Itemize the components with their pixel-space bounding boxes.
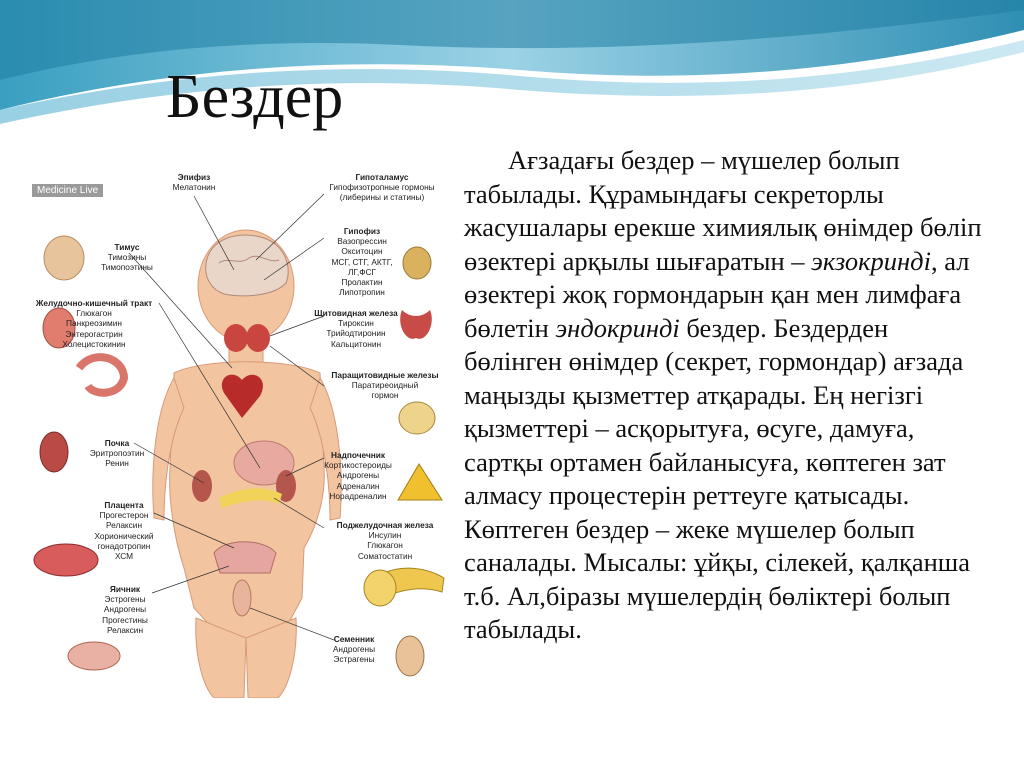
term-exocrine: экзокринді bbox=[811, 245, 931, 276]
watermark: Medicine Live bbox=[32, 184, 103, 197]
label-adrenal: Надпочечник Кортикостероиды Андрогены Адреналин Норадреналин bbox=[324, 450, 392, 501]
testis-icon bbox=[396, 636, 424, 676]
label-parathyroid: Паращитовидные железы Паратиреоидный гормон bbox=[331, 370, 439, 401]
text-part-1: Ағзадағы бездер – мүшелер болып табылады. Құрамындағы секреторлы жасушалары ерекше химиялық өнімдер бөліп өзектері арқылы шығаратын – bbox=[464, 145, 982, 276]
ovary-icon bbox=[68, 642, 120, 670]
label-pituitary: Гипофиз Вазопрессин Окситоцин МСГ, СТГ, АКТГ, ЛГ,ФСГ Пролактин Липотропин bbox=[331, 226, 393, 298]
label-epiphysis: Эпифиз Мелатонин bbox=[172, 172, 216, 193]
parathyroid-icon bbox=[399, 402, 435, 434]
text-part-2: , ал өзектері жоқ гормондарын қан мен лимфаға бөлетін bbox=[464, 245, 970, 343]
header-wave-decoration bbox=[0, 0, 1024, 130]
kidney-side-icon bbox=[40, 432, 68, 472]
label-thyroid: Щитовидная железа Тироксин Трийодтиронин Кальцитонин bbox=[314, 308, 398, 349]
intestine-icon bbox=[79, 357, 124, 393]
pituitary-icon bbox=[403, 247, 431, 279]
label-testis: Семенник Андрогены Эстрагены bbox=[332, 634, 376, 665]
label-kidney: Почка Эритропоэтин Ренин bbox=[89, 438, 145, 469]
endocrine-glands-figure bbox=[24, 168, 452, 698]
kidney-left-icon bbox=[192, 470, 212, 502]
label-ovary: Яичник Эстрогены Андрогены Прогестины Релаксин bbox=[102, 584, 148, 635]
brain-icon bbox=[206, 235, 288, 296]
body-text bbox=[464, 144, 984, 647]
text-part-3: бездер. Бездерден бөлінген өнімдер (секрет, гормондар) ағзада маңызды қызметтер атқарады. Ең негізгі қызметтері – асқорытуға, өсуге, дамуға, сартқы ортамен байланысуға, көптеген зат алмасу процестерін реттеуге қатысады. Көптеген бездер – жеке мүшелер болып саналады. Мысалы: ұйқы, сілекей, қалқанша т.б. Ал,біразы мүшелердің бөліктері болып табылады. bbox=[464, 312, 970, 644]
label-placenta: Плацента Прогестерон Релаксин Хорионический гонадотропин ХСМ bbox=[94, 500, 154, 562]
thymus-icon bbox=[44, 236, 84, 280]
slide-title: Бездер bbox=[166, 63, 344, 131]
label-pancreas: Поджелудочная железа Инсулин Глюкагон Соматостатин bbox=[336, 520, 434, 561]
paragraph bbox=[464, 144, 984, 647]
label-thymus: Тимус Тимозины Тимопоэтины bbox=[101, 242, 153, 273]
label-hypothalamus: Гипоталамус Гипофизотропные гормоны (либерины и статины) bbox=[329, 172, 435, 203]
label-gi-tract: Желудочно-кишечный тракт Глюкагон Панкреозимин Энтерогастрин Холецистокинин bbox=[35, 298, 153, 349]
term-endocrine: эндокринді bbox=[555, 312, 680, 343]
